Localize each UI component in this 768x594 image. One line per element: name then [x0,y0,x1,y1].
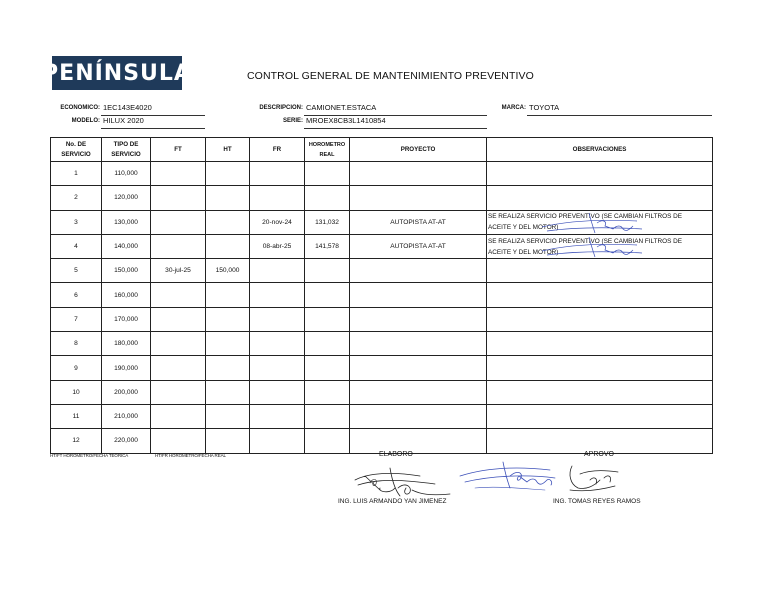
footnote-ht-ft: HT/FT HOROMETRO/FECHA TEORICA [50,453,129,458]
cell-observaciones [487,210,713,234]
cell-proyecto [350,332,487,356]
cell-tipo: 210,000 [102,404,151,428]
logo-text: PENÍNSULA [42,60,192,86]
company-logo [42,56,192,90]
cell-no: 2 [51,186,102,210]
cell-no: 3 [51,210,102,234]
cell-ft [151,380,206,404]
cell-observaciones [487,186,713,210]
serie-label: SERIE: [282,118,303,124]
cell-tipo: 180,000 [102,332,151,356]
table-header-row [51,138,713,162]
observaciones-line-1: SE REALIZA SERVICIO PREVENTIVO (SE CAMBIAN FILTROS DE [488,237,683,245]
cell-proyecto [350,259,487,283]
header-observaciones: OBSERVACIONES [487,138,713,162]
cell-observaciones [487,429,713,453]
serie-value: MROEX8CB3L1410854 [304,116,487,129]
cell-observaciones [487,332,713,356]
cell-ht [206,332,250,356]
cell-observaciones [487,356,713,380]
cell-ht [206,283,250,307]
cell-fr [250,332,305,356]
signature-elaboro-graphic [350,458,460,500]
cell-horometro [305,307,350,331]
elaboro-title: ELABORO [379,451,413,458]
cell-observaciones [487,404,713,428]
cell-ht: 150,000 [206,259,250,283]
cell-ht [206,380,250,404]
observation-signature-graphic [537,211,647,235]
cell-tipo: 160,000 [102,283,151,307]
cell-ht [206,210,250,234]
cell-proyecto [350,283,487,307]
cell-proyecto [350,356,487,380]
cell-ft [151,429,206,453]
cell-ft [151,283,206,307]
cell-fr: 08-abr-25 [250,234,305,258]
elaboro-name: ING. LUIS ARMANDO YAN JIMENEZ [338,498,447,505]
cell-ft [151,186,206,210]
cell-fr [250,380,305,404]
table-row [51,210,713,234]
marca-value: TOYOTA [527,103,712,116]
cell-horometro [305,283,350,307]
table-row [51,307,713,331]
cell-proyecto: AUTOPISTA AT-AT [350,234,487,258]
observaciones-line-2: ACEITE Y DEL MOTOR) [488,248,559,256]
observaciones-line-1: SE REALIZA SERVICIO PREVENTIVO (SE CAMBIAN FILTROS DE [488,213,683,221]
cell-observaciones [487,283,713,307]
header-fr: FR [250,138,305,162]
observaciones-line-2: ACEITE Y DEL MOTOR) [488,224,559,232]
cell-fr [250,162,305,186]
cell-tipo: 190,000 [102,356,151,380]
cell-no: 1 [51,162,102,186]
cell-observaciones [487,380,713,404]
table-row [51,332,713,356]
cell-observaciones [487,162,713,186]
cell-no: 12 [51,429,102,453]
cell-ht [206,234,250,258]
cell-fr [250,429,305,453]
cell-tipo: 120,000 [102,186,151,210]
cell-fr [250,186,305,210]
cell-proyecto: AUTOPISTA AT-AT [350,210,487,234]
table-row [51,283,713,307]
cell-ht [206,186,250,210]
table-row [51,259,713,283]
signature-aprovo-graphic [560,460,630,496]
cell-ht [206,429,250,453]
cell-tipo: 150,000 [102,259,151,283]
aprovo-title: APROVO [584,451,614,458]
cell-fr [250,404,305,428]
table-row [51,404,713,428]
cell-tipo: 220,000 [102,429,151,453]
cell-ft [151,356,206,380]
table-row [51,356,713,380]
cell-no: 5 [51,259,102,283]
footnote-ht-fr: HT/FR HOROMETRO/FECHA REAL [155,453,226,458]
descripcion-value: CAMIONET.ESTACA [304,103,487,116]
cell-horometro [305,404,350,428]
cell-proyecto [350,404,487,428]
cell-fr [250,283,305,307]
header-ht: HT [206,138,250,162]
cell-no: 11 [51,404,102,428]
cell-proyecto [350,380,487,404]
cell-horometro [305,332,350,356]
table-row [51,380,713,404]
cell-no: 6 [51,283,102,307]
modelo-label: MODELO: [71,118,100,124]
cell-ht [206,404,250,428]
cell-ht [206,356,250,380]
cell-no: 4 [51,234,102,258]
descripcion-label: DESCRIPCION: [259,105,303,111]
cell-ht [206,307,250,331]
cell-no: 7 [51,307,102,331]
cell-tipo: 170,000 [102,307,151,331]
maintenance-table [50,137,713,454]
cell-no: 10 [51,380,102,404]
header-no-servicio: No. DE SERVICIO [51,138,102,162]
aprovo-name: ING. TOMAS REYES RAMOS [553,498,641,505]
table-row [51,234,713,258]
cell-observaciones [487,259,713,283]
header-proyecto: PROYECTO [350,138,487,162]
cell-fr [250,307,305,331]
table-row [51,186,713,210]
cell-ft [151,210,206,234]
cell-tipo: 130,000 [102,210,151,234]
observation-signature-graphic [537,235,647,259]
cell-tipo: 140,000 [102,234,151,258]
cell-no: 8 [51,332,102,356]
marca-label: MARCA: [501,105,526,111]
cell-ft: 30-jul-25 [151,259,206,283]
table-row [51,429,713,453]
cell-proyecto [350,429,487,453]
modelo-value: HILUX 2020 [101,116,205,129]
cell-fr [250,259,305,283]
cell-ft [151,307,206,331]
cell-horometro [305,356,350,380]
cell-horometro: 131,032 [305,210,350,234]
table-row [51,162,713,186]
cell-tipo: 110,000 [102,162,151,186]
cell-horometro [305,186,350,210]
cell-ft [151,404,206,428]
cell-ft [151,234,206,258]
cell-observaciones [487,307,713,331]
cell-ht [206,162,250,186]
cell-tipo: 200,000 [102,380,151,404]
economico-label: ECONOMICO: [60,105,100,111]
signature-middle-graphic [455,458,565,498]
cell-horometro [305,259,350,283]
cell-ft [151,332,206,356]
header-tipo-servicio: TIPO DE SERVICIO [102,138,151,162]
document-title: CONTROL GENERAL DE MANTENIMIENTO PREVENTIVO [247,70,534,82]
cell-fr: 20-nov-24 [250,210,305,234]
cell-horometro [305,429,350,453]
cell-horometro [305,380,350,404]
cell-horometro [305,162,350,186]
cell-ft [151,162,206,186]
cell-proyecto [350,186,487,210]
cell-no: 9 [51,356,102,380]
cell-fr [250,356,305,380]
header-horometro: HOROMETRO REAL [305,138,350,162]
cell-horometro: 141,578 [305,234,350,258]
header-ft: FT [151,138,206,162]
cell-proyecto [350,162,487,186]
cell-proyecto [350,307,487,331]
cell-observaciones [487,234,713,258]
economico-value: 1EC143E4020 [101,103,205,116]
